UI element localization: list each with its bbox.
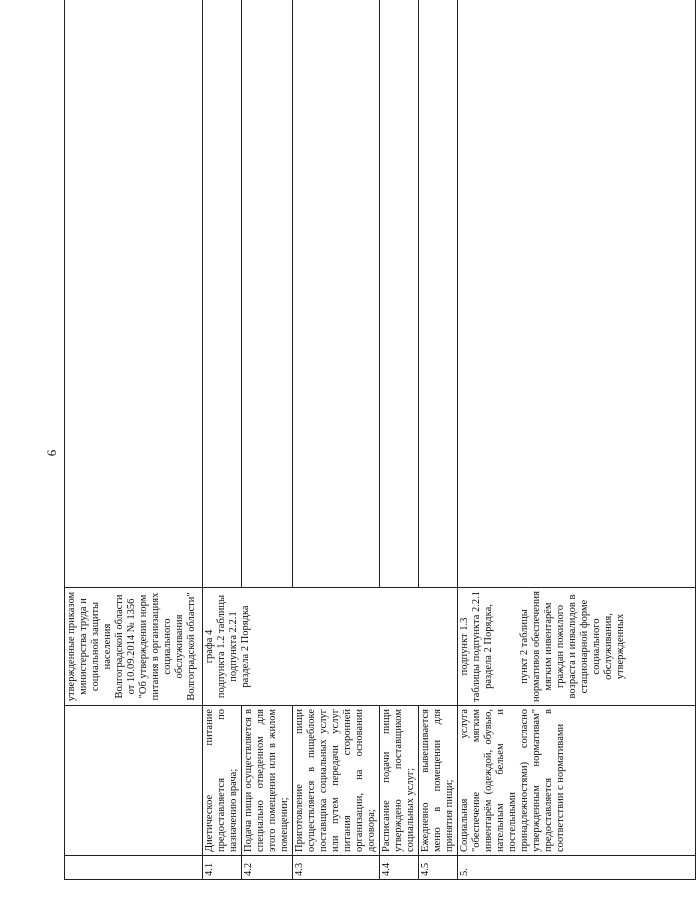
- empty-cell: [242, 0, 293, 588]
- row-basis: графа 4 подпункта 1.2 таблицы подпункта 2.2.1 раздела 2 Порядка: [203, 588, 458, 706]
- table-row: [293, 0, 380, 880]
- row-description: Подача пищи осуществляется в специально отведенном для этого помещении или в жилом помещении;: [242, 706, 293, 856]
- table-row: [242, 0, 293, 880]
- empty-cell: [65, 0, 203, 588]
- row-basis: подпункт 1.3 таблицы подпункта 2.2.1 раздела 2 Порядка, пункт 2 таблицы нормативов обеспечения мягким инвентарём граждан пожилого возраста и инвалидов в стационарной форме социального обслуживания, утвержденных: [458, 588, 696, 706]
- row-description: [65, 706, 203, 856]
- row-basis: утвержденные приказом министерства труда и социальной защиты населения Волгоградской области от 10.09.2014 № 1356 "Об утверждении норм питания в организациях социального обслуживания Волгоградской области": [65, 588, 203, 706]
- row-number: [65, 856, 203, 880]
- row-number: 4.1: [203, 856, 242, 880]
- row-description: Ежедневно вывешивается меню в помещении для принятия пищи;: [419, 706, 458, 856]
- empty-cell: [419, 0, 458, 588]
- row-number: 4.5: [419, 856, 458, 880]
- table-row: [419, 0, 458, 880]
- row-description: Диетическое питание предоставляется по назначению врача;: [203, 706, 242, 856]
- row-description: Приготовление пищи осуществляется в пищеблоке поставщика социальных услуг или путем передачи услуг питания сторонней организации, на основании договора;: [293, 706, 380, 856]
- empty-cell: [458, 0, 696, 588]
- table-row: [380, 0, 419, 880]
- table-row: [65, 0, 203, 880]
- row-description: Социальная услуга "обеспечение мягким инвентарём (одеждой, обувью, нательным бельем и постельными принадлежностями) согласно утвержденным нормативам" предоставляется в соответствии с нормативами: [458, 706, 696, 856]
- empty-cell: [203, 0, 242, 588]
- empty-cell: [380, 0, 419, 588]
- row-number: 4.3: [293, 856, 380, 880]
- row-number: 5.: [458, 856, 696, 880]
- row-number: 4.2: [242, 856, 293, 880]
- empty-cell: [293, 0, 380, 588]
- row-description: Расписание подачи пищи утверждено поставщиком социальных услуг;: [380, 706, 419, 856]
- page-number: 6: [44, 449, 59, 457]
- document-table-container: [64, 34, 626, 880]
- row-number: 4.4: [380, 856, 419, 880]
- services-table: [64, 0, 696, 880]
- table-row: [458, 0, 696, 880]
- table-row: [203, 0, 242, 880]
